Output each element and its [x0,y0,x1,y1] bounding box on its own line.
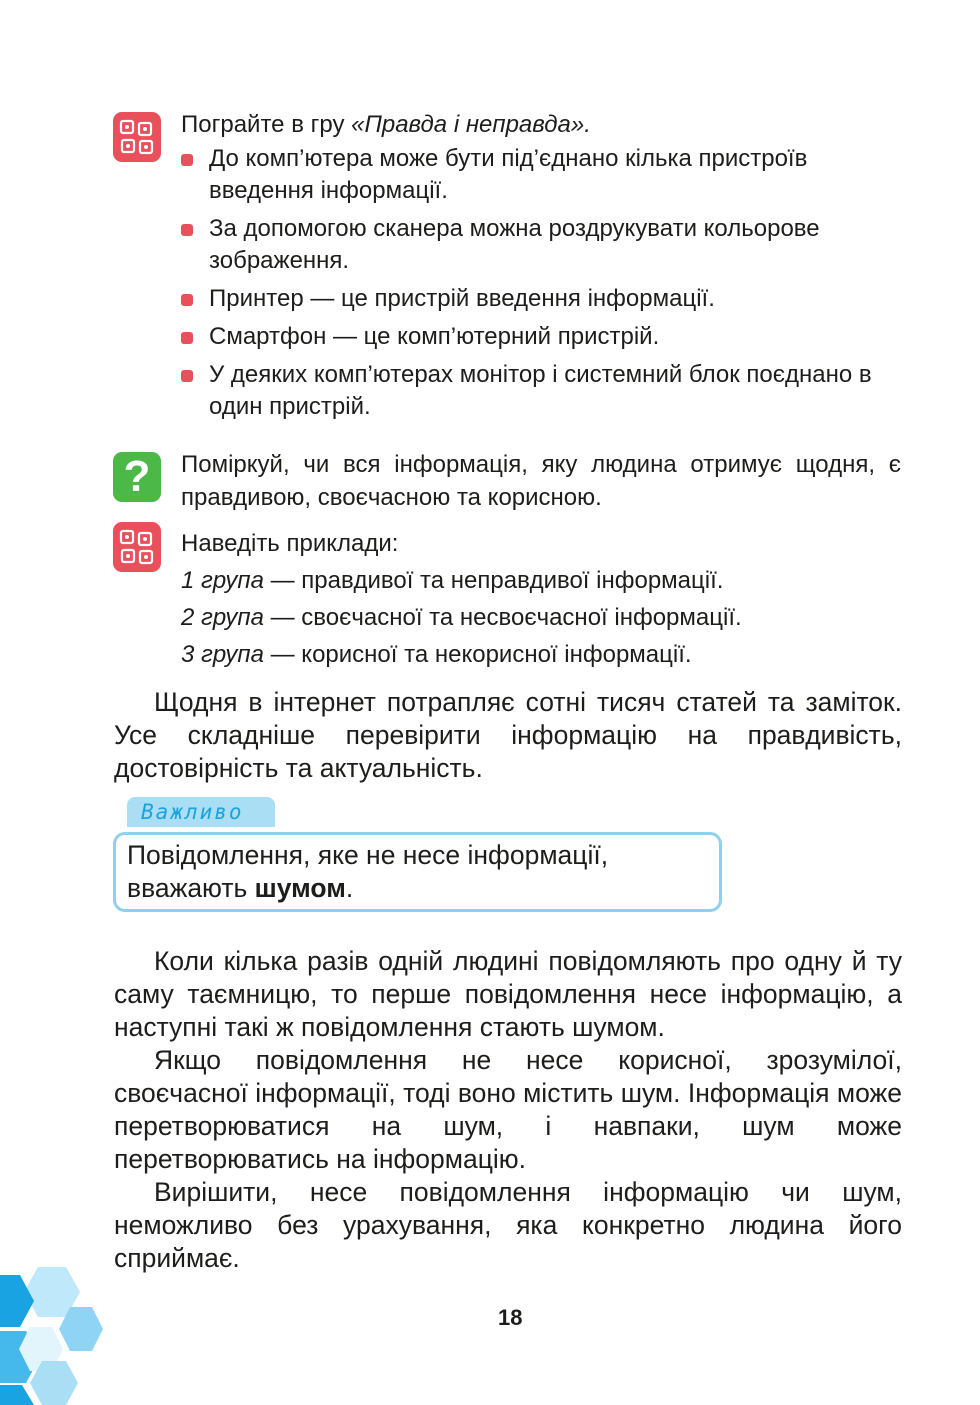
paragraph-secret: Коли кілька разів одній людині повідомляють про одну й ту саму таємницю, то перше повідомлення несе інформацію, а наступні такі ж повідомлення стають шумом. [114,946,902,1042]
question-icon: ? [113,452,161,502]
list-item: У деяких комп’ютерах монітор і системний блок поєднано в один пристрій. [181,359,901,423]
important-tab [127,797,275,827]
important-box [113,832,722,912]
bullet-icon [181,370,193,382]
list-item: За допомогою сканера можна роздрукувати кольорове зображення. [181,213,901,277]
paragraph-noise: Якщо повідомлення не несе корисної, зрозумілої, своєчасної інформації, тоді воно містить шум. Інформація може перетворюватися на шум, і навпаки, шум може перетворюватись на інформацію. [114,1045,902,1174]
important-label: Важливо [141,800,244,824]
task-examples [181,528,901,676]
paragraph-internet: Щодня в інтернет потрапляє сотні тисяч статей та заміток. Усе складніше перевірити інформацію на правдивість, достовірність та актуальність. [114,687,902,783]
dice-icon [113,522,161,572]
important-text: Повідомлення, яке не несе інформації, вважають шумом. [127,840,609,903]
task-game-truth [181,108,901,429]
task-lead: Пограйте в гру «Правда і неправда». [181,111,591,138]
bullet-icon [181,154,193,166]
bullet-icon [181,294,193,306]
list-item: До комп’ютера може бути під’єднано кілька пристроїв введення інформації. [181,143,901,207]
dice-icon [113,112,161,162]
paragraph-decide: Вирішити, несе повідомлення інформацію чи шум, неможливо без урахування, яка конкретно людина його сприймає. [114,1177,902,1273]
group-item: 3 група — корисної та некорисної інформації. [181,641,692,668]
task-think [181,448,901,514]
bullet-icon [181,224,193,236]
bullet-icon [181,332,193,344]
list-item: Смартфон — це комп’ютерний пристрій. [181,321,901,353]
group-item: 1 група — правдивої та неправдивої інформації. [181,567,724,594]
task-lead: Наведіть приклади: [181,530,399,557]
group-item: 2 група — своєчасної та несвоєчасної інформації. [181,604,742,631]
list-item: Принтер — це пристрій введення інформації. [181,283,901,315]
hexagon-decoration-icon [0,1255,120,1405]
think-text: Поміркуй, чи вся інформація, яку людина отримує щодня, є правдивою, своєчасною та корисною. [181,451,901,511]
page-number: 18 [498,1305,523,1330]
statement-list [181,143,901,423]
